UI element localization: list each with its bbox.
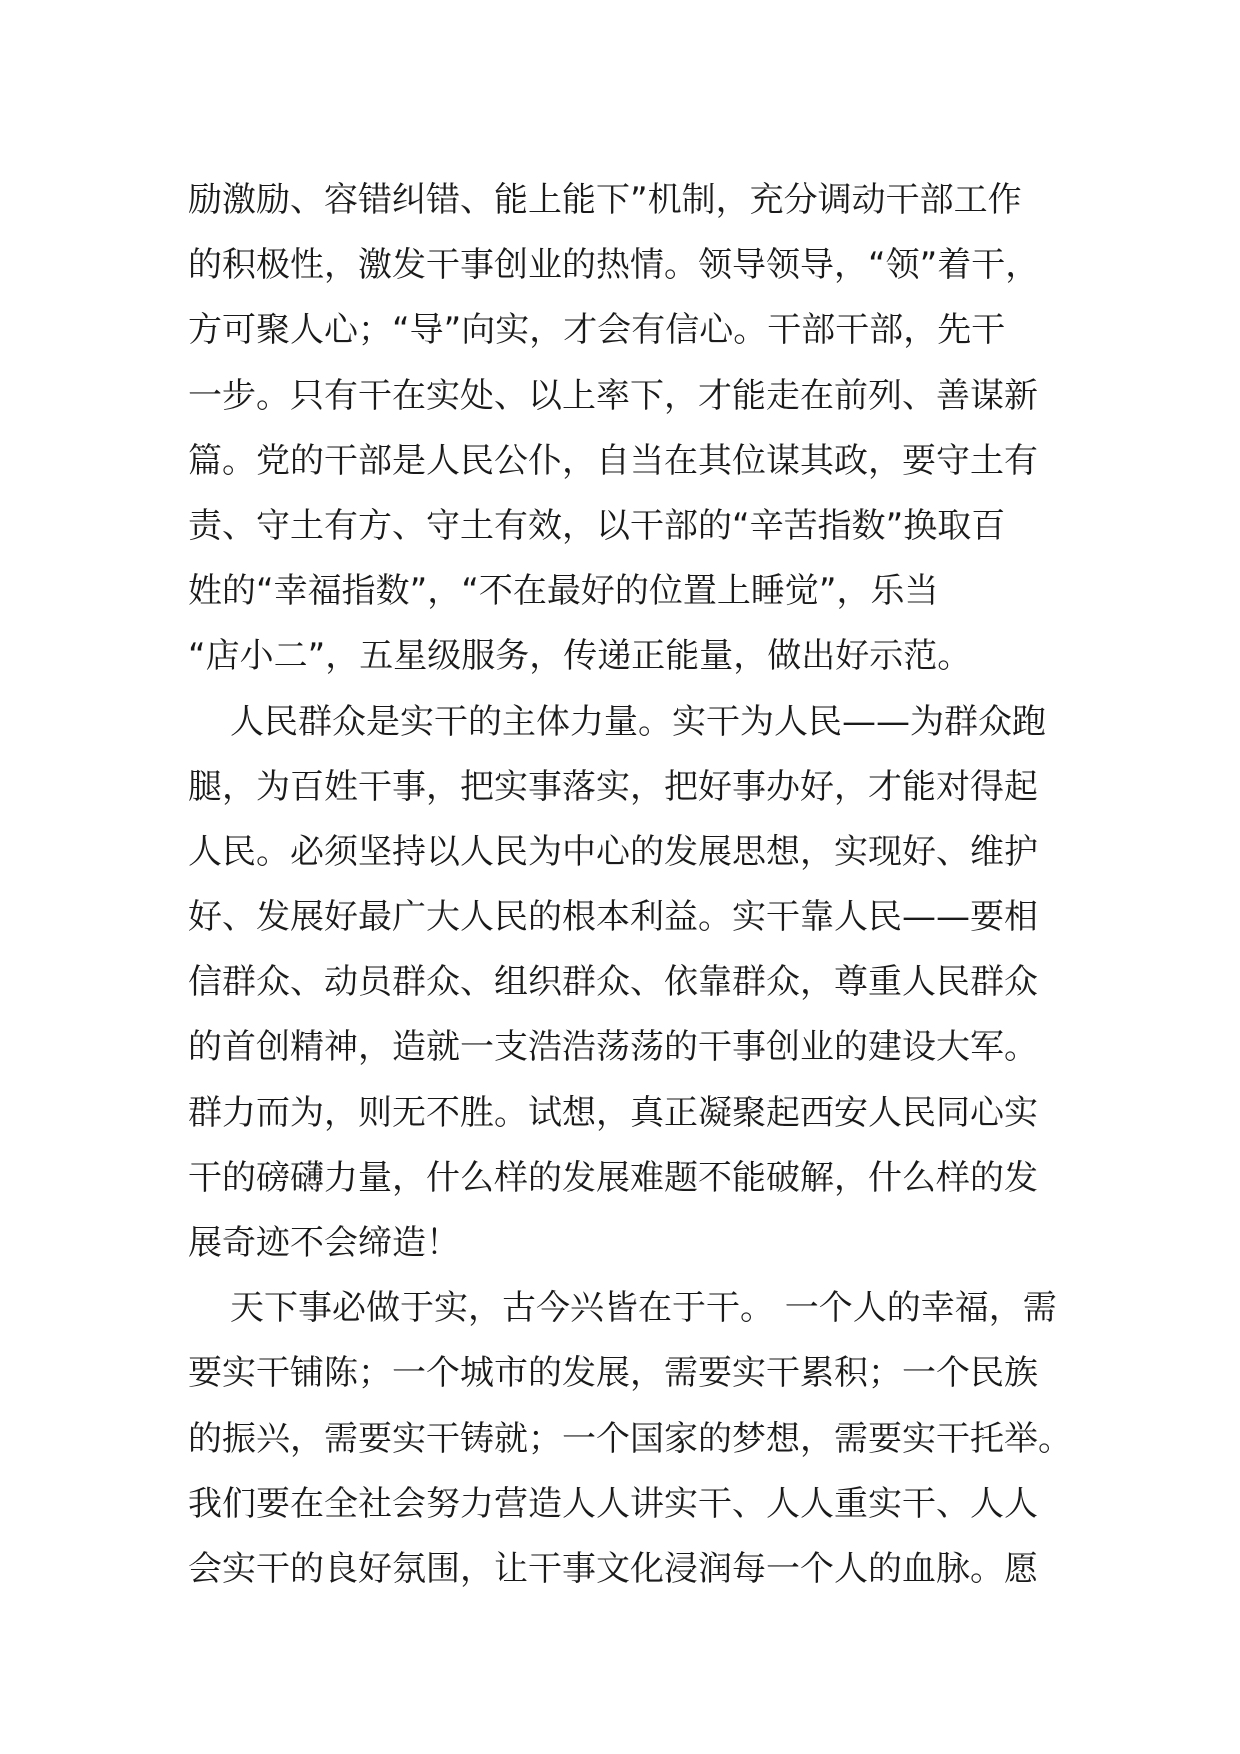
text-line: 腿，为百姓干事，把实事落实，把好事办好，才能对得起 [188,766,1038,807]
text-line: 好、发展好最广大人民的根本利益。实干靠人民——要相 [188,897,1038,938]
text-line: 信群众、动员群众、组织群众、依靠群众，尊重人民群众 [188,962,1038,1003]
text-line: 篇。党的干部是人民公仆，自当在其位谋其政，要守土有 [188,440,1038,481]
text-line: “店小二”，五星级服务，传递正能量，做出好示范。 [188,636,972,677]
text-line: 一步。只有干在实处、以上率下，才能走在前列、善谋新 [188,375,1038,416]
text-line: 姓的“幸福指数”，“不在最好的位置上睡觉”，乐当 [188,571,939,612]
paragraph-first-line: 天下事必做于实，古今兴皆在于干。 一个人的幸福，需 [230,1288,1057,1329]
text-line: 要实干铺陈；一个城市的发展，需要实干累积；一个民族 [188,1353,1038,1394]
text-line: 群力而为，则无不胜。试想，真正凝聚起西安人民同心实 [188,1092,1038,1133]
text-line: 责、守土有方、守土有效，以干部的“辛苦指数”换取百 [188,505,1006,546]
text-line: 会实干的良好氛围，让干事文化浸润每一个人的血脉。愿 [188,1548,1038,1589]
text-line: 的振兴，需要实干铸就；一个国家的梦想，需要实干托举。 [188,1418,1072,1459]
text-line: 人民。必须坚持以人民为中心的发展思想，实现好、维护 [188,831,1038,872]
paragraph-first-line: 人民群众是实干的主体力量。实干为人民——为群众跑 [230,701,1046,742]
text-line: 干的磅礴力量，什么样的发展难题不能破解，什么样的发 [188,1157,1038,1198]
text-line: 励激励、容错纠错、能上能下”机制，充分调动干部工作 [188,180,1022,220]
body-text [188,168,1072,1602]
text-line: 我们要在全社会努力营造人人讲实干、人人重实干、人人 [188,1483,1038,1524]
text-line: 展奇迹不会缔造！ [188,1223,460,1263]
text-line: 方可聚人心；“导”向实，才会有信心。干部干部，先干 [188,310,1006,351]
text-line: 的积极性，激发干事创业的热情。领导领导，“领”着干， [188,245,1040,286]
text-line: 的首创精神，造就一支浩浩荡荡的干事创业的建设大军。 [188,1027,1038,1068]
